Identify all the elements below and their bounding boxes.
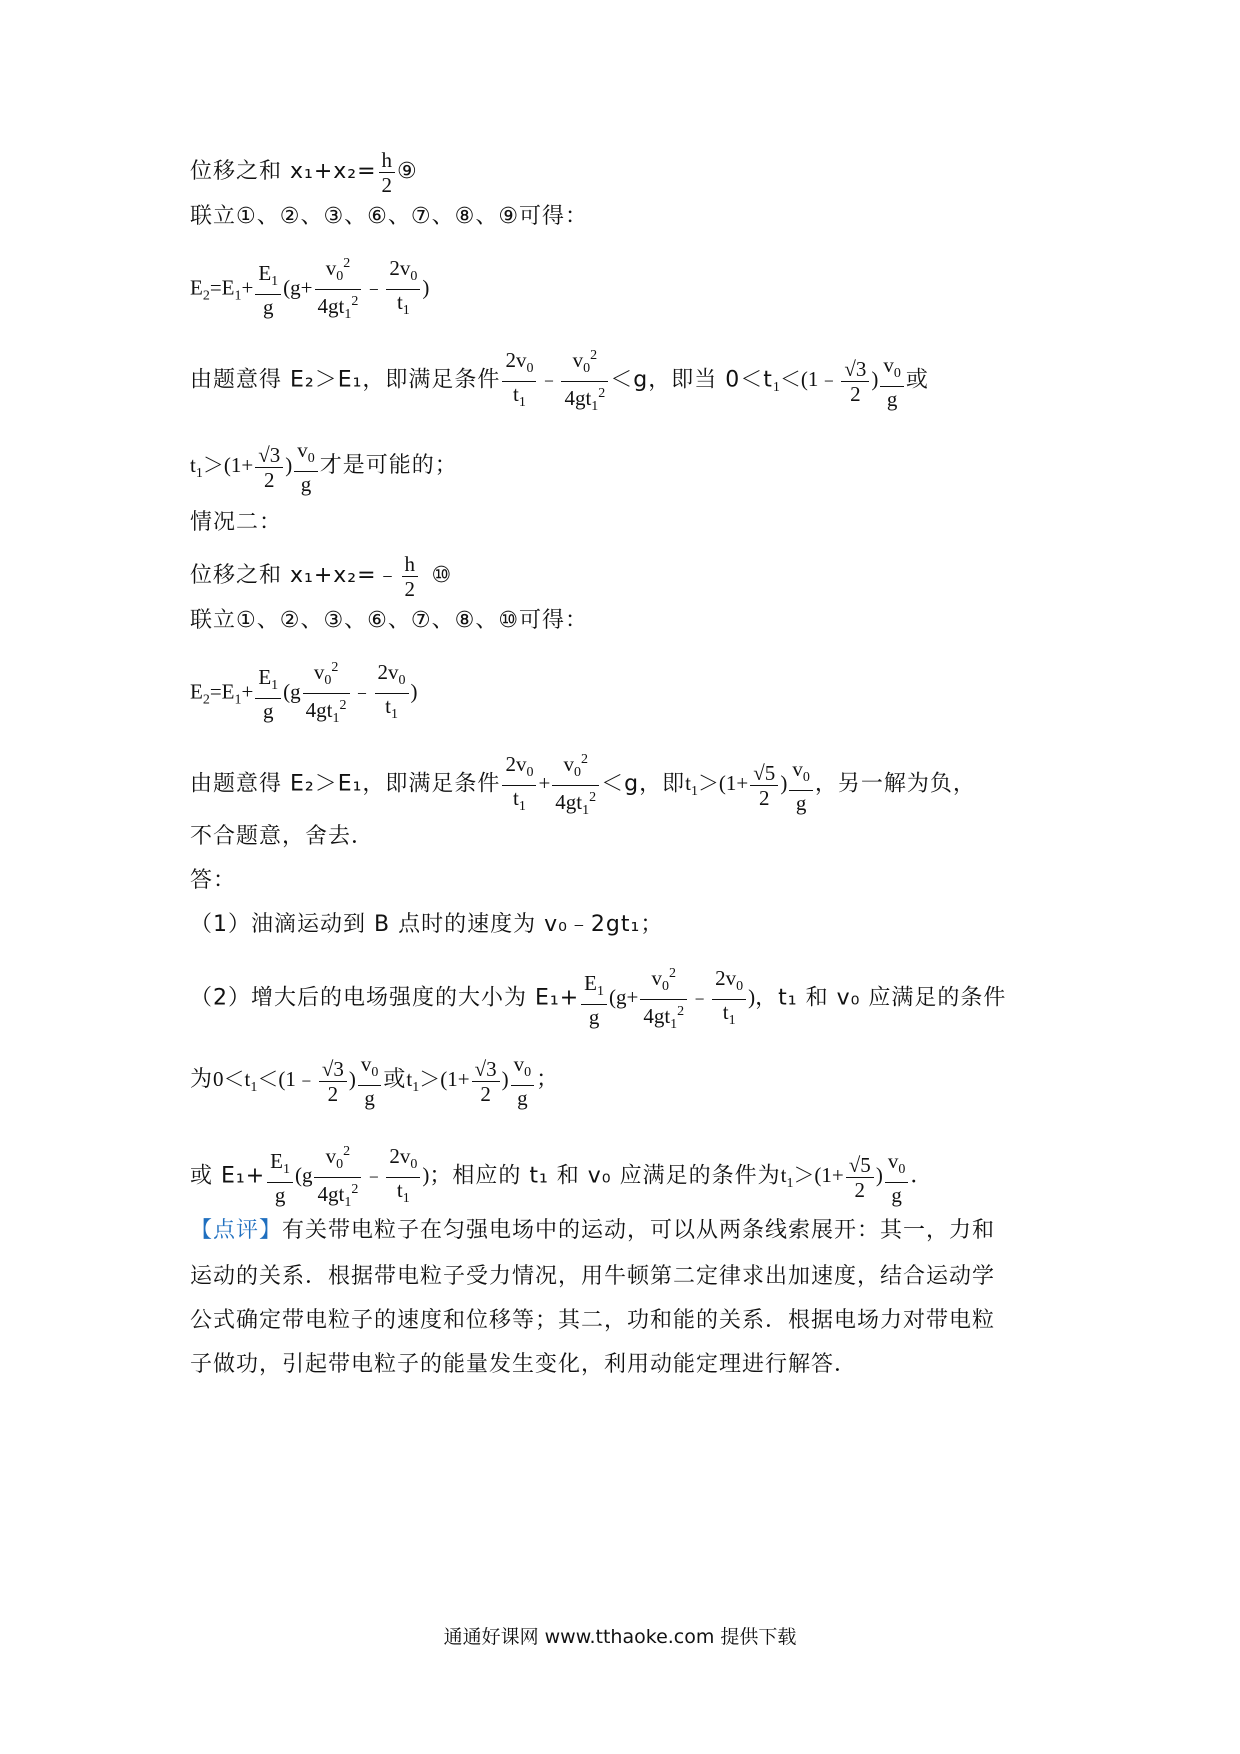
displacement-sum-case2: 位移之和 x₁+x₂=﹣ $\frac{h}{2}$ ⑩ (190, 552, 453, 601)
formula-e2-case2: $E_2=E_1+$ $\frac{E_1}{g}$ (g $\frac{v_0^2}{4gt_1^2}$ ﹣ $\frac{2v_0}{t_1}$ ) (190, 656, 418, 731)
fraction-h-over-2: $\frac{h}{2}$ (379, 148, 396, 197)
review-line-2: 运动的关系．根据带电粒子受力情况，用牛顿第二定律求出加速度，结合运动学 (190, 1264, 996, 1289)
combine-equations-2: 联立①、②、③、⑥、⑦、⑧、⑩可得： (190, 608, 589, 633)
displacement-sum-case1: 位移之和 x₁+x₂= $\frac{h}{2}$ ⑨ (190, 148, 418, 197)
formula-e2-case1: $E_2=E_1+$ $\frac{E_1}{g}$ (g+ $\frac{v_0^2}{4gt_1^2}$ ﹣ $\frac{2v_0}{t_1}$ ) (190, 252, 429, 327)
answer-part-2: （2）增大后的电场强度的大小为 E₁+ $\frac{E_1}{g}$ (g+ $\frac{v_0^2}{4gt_1^2}$ ﹣ $\frac{2v_0}{t_1}$ )，t₁ 和 v₀ 应满足的条件 (190, 962, 1006, 1037)
answer-heading: 答： (190, 868, 237, 893)
review-line-3: 公式确定带电粒子的速度和位移等；其二，功和能的关系．根据电场力对带电粒 (190, 1308, 996, 1333)
condition-case1-cont: $t_1>(1+$ $\frac{√3}{2}$ ) $\frac{v_0}{g}$ 才是可能的； (190, 438, 458, 496)
answer-part-1: （1）油滴运动到 B 点时的速度为 v₀﹣2gt₁； (190, 912, 664, 937)
combine-equations-1: 联立①、②、③、⑥、⑦、⑧、⑨可得： (190, 204, 589, 229)
answer-part-2-condition: 为$0<t_1<(1﹣$ $\frac{√3}{2}$ ) $\frac{v_0}{g}$ 或$t_1>(1+$ $\frac{√3}{2}$ ) $\frac{v_0}{g}$ ； (190, 1052, 560, 1110)
review-tag: 【点评】 (190, 1218, 283, 1243)
discard-note: 不合题意，舍去． (190, 824, 375, 849)
case-two-heading: 情况二： (190, 510, 283, 535)
condition-case1: 由题意得 E₂＞E₁，即满足条件 $\frac{2v_0}{t_1}$ ﹣ $\frac{v_0^2}{4gt_1^2}$ ＜g，即当 $0<t_1<(1﹣$ $\frac{√3}{2}$ ) $\frac{v_0}{g}$ 或 (190, 344, 929, 419)
page-footer: 通通好课网 www.tthaoke.com 提供下载 (443, 1626, 797, 1648)
review-line-1: 【点评】有关带电粒子在匀强电场中的运动，可以从两条线索展开：其一，力和 (190, 1218, 996, 1243)
answer-part-2-alt: 或 E₁+ $\frac{E_1}{g}$ (g $\frac{v_0^2}{4gt_1^2}$ ﹣ $\frac{2v_0}{t_1}$ )；相应的 t₁ 和 v₀ 应满足的条件为$t_1>(1+$ $\frac{√5}{2}$ ) $\frac{v_0}{g}$ ． (190, 1140, 933, 1215)
review-line-4: 子做功，引起带电粒子的能量发生变化，利用动能定理进行解答． (190, 1352, 858, 1377)
condition-case2: 由题意得 E₂＞E₁，即满足条件 $\frac{2v_0}{t_1}$ + $\frac{v_0^2}{4gt_1^2}$ ＜g，即$t_1>(1+$ $\frac{√5}{2}$ ) $\frac{v_0}{g}$ ，另一解为负， (190, 748, 976, 823)
